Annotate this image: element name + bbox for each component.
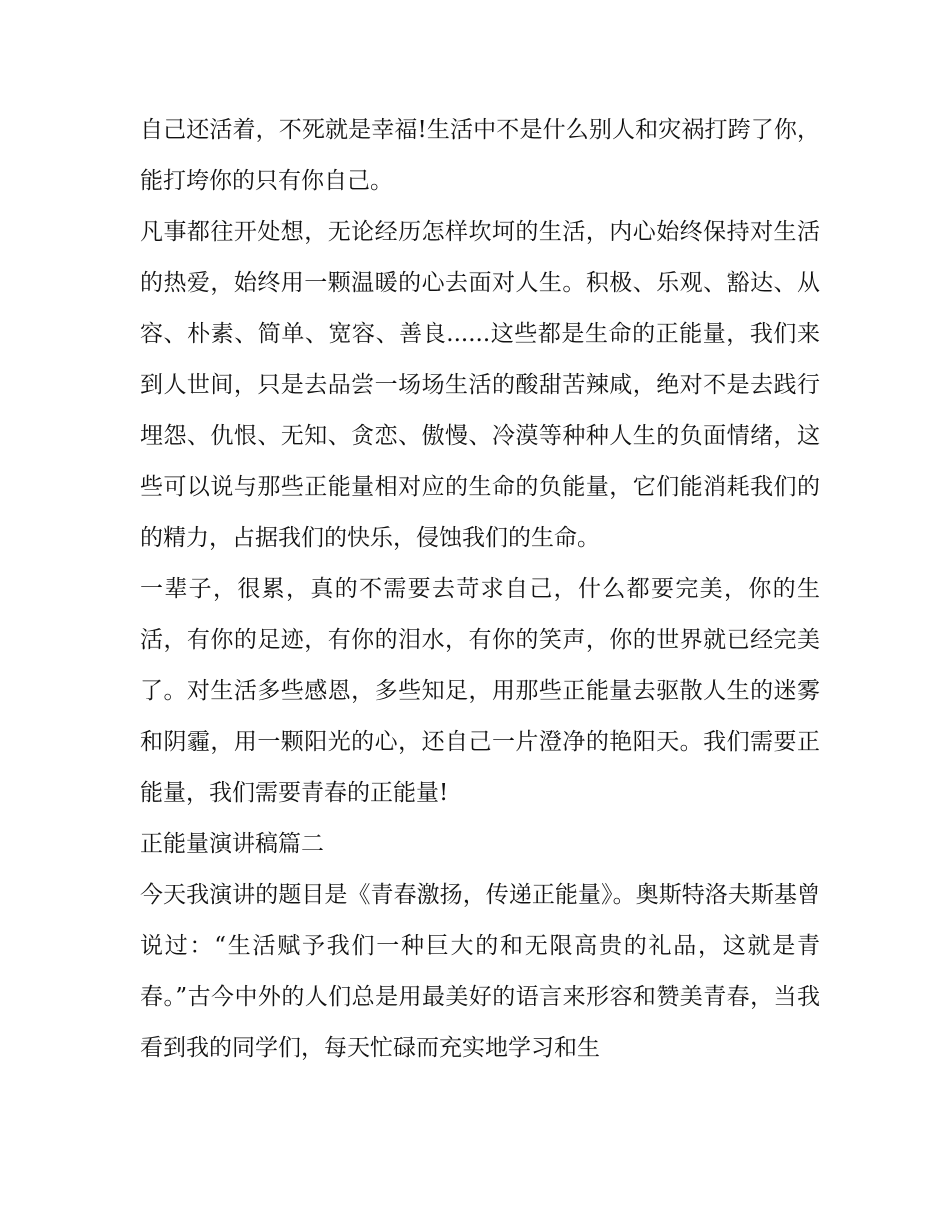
paragraph-3: 一辈子，很累，真的不需要去苛求自己，什么都要完美，你的生活，有你的足迹，有你的泪水，有你的笑声，你的世界就已经完美了。对生活多些感恩，多些知足，用那些正能量去驱散人生的迷雾和阴霾，用一颗阳光的心，还自己一片澄净的艳阳天。我们需要正能量，我们需要青春的正能量! [140,576,820,806]
section-heading: 正能量演讲稿篇二 [140,831,324,857]
paragraph-4: 今天我演讲的题目是《青春激扬，传递正能量》。奥斯特洛夫斯基曾说过：“生活赋予我们一种巨大的和无限高贵的礼品，这就是青春。”古今中外的人们总是用最美好的语言来形容和赞美青春，当我看到我的同学们，每天忙碌而充实地学习和生 [140,882,820,1061]
document-body [140,105,820,1074]
paragraph-1: 自己还活着，不死就是幸福!生活中不是什么别人和灾祸打跨了你，能打垮你的只有你自己。 [140,117,820,194]
paragraph-2: 凡事都往开处想，无论经历怎样坎坷的生活，内心始终保持对生活的热爱，始终用一颗温暖的心去面对人生。积极、乐观、豁达、从容、朴素、简单、宽容、善良......这些都是生命的正能量，我们来到人世间，只是去品尝一场场生活的酸甜苦辣咸，绝对不是去践行埋怨、仇恨、无知、贪恋、傲慢、冷漠等种种人生的负面情绪，这些可以说与那些正能量相对应的生命的负能量，它们能消耗我们的的精力，占据我们的快乐，侵蚀我们的生命。 [140,219,820,551]
